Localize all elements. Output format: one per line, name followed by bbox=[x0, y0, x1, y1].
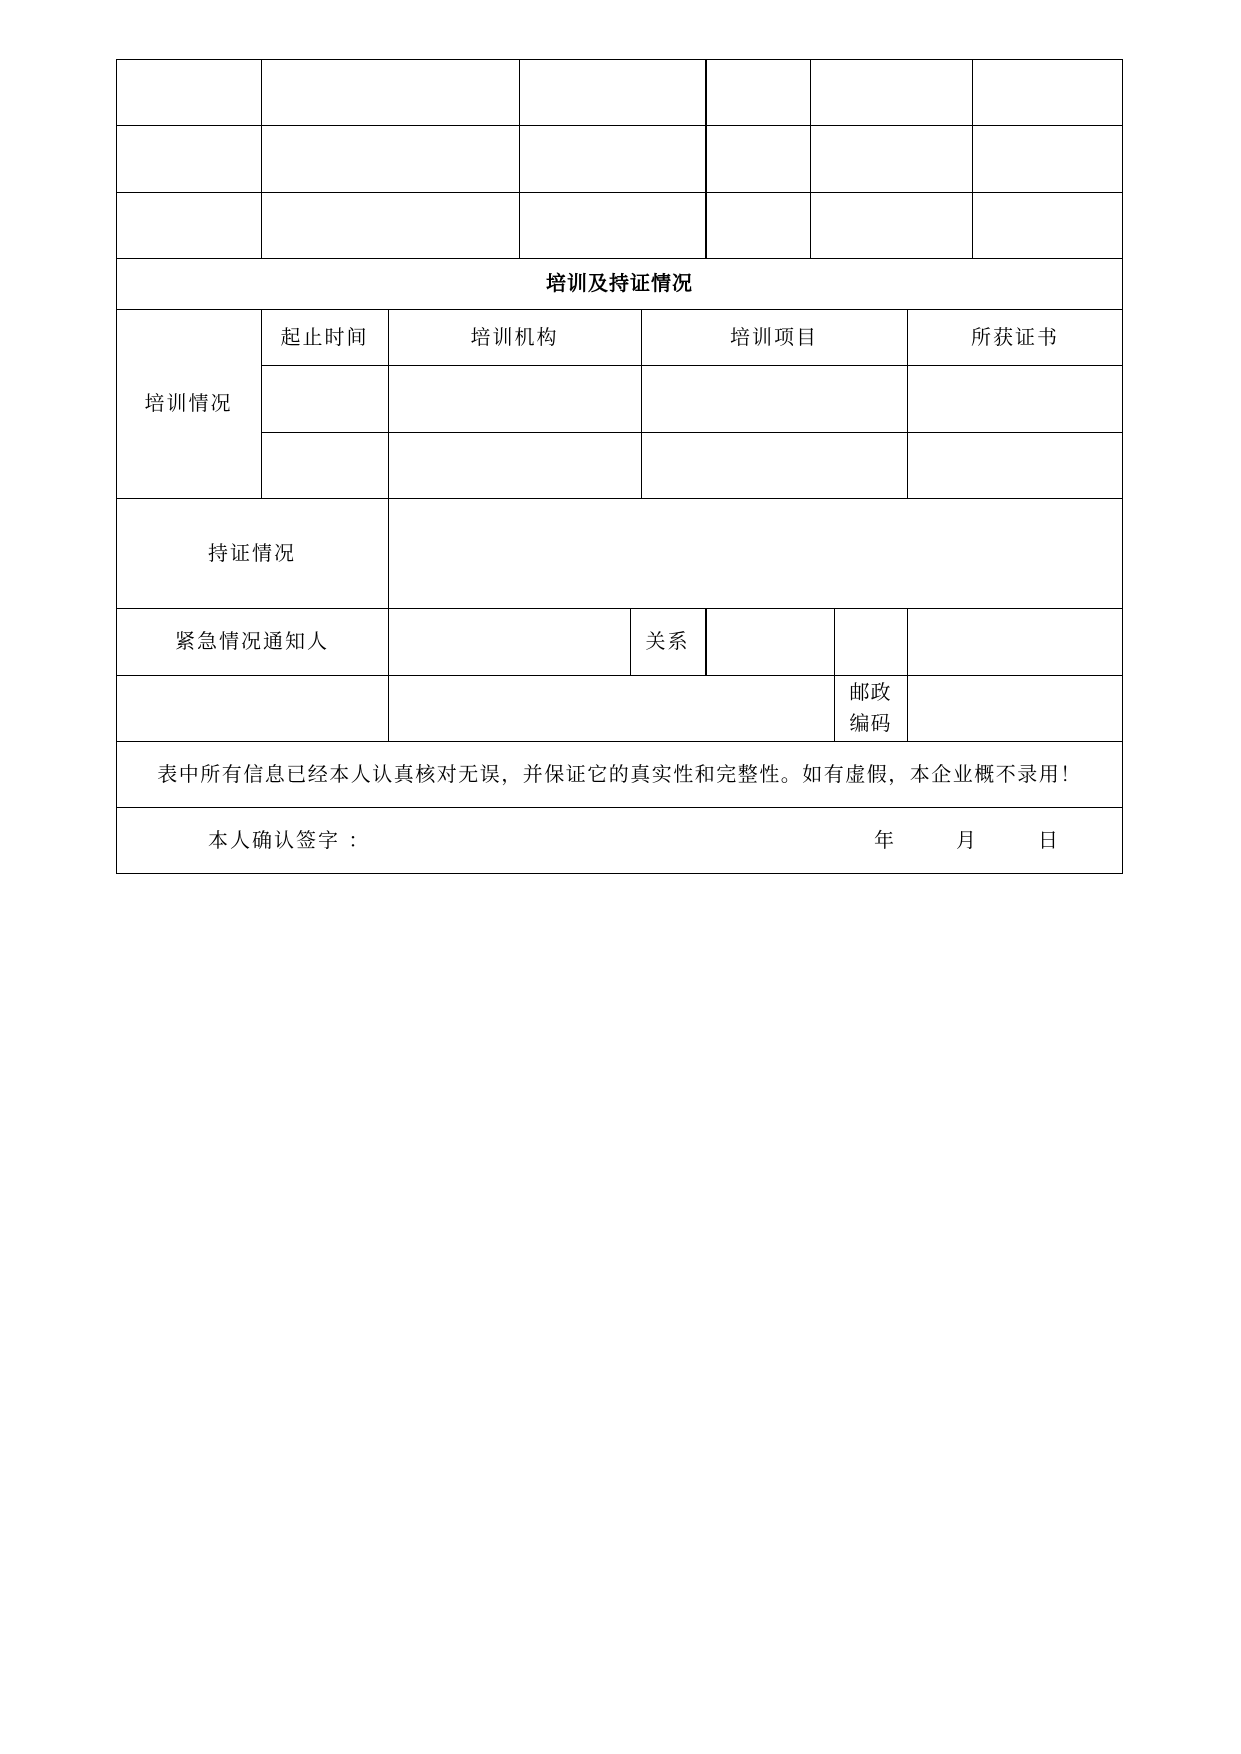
emergency-contact-field[interactable] bbox=[388, 608, 630, 675]
training-period-field[interactable] bbox=[261, 432, 388, 498]
training-row-label: 培训情况 bbox=[144, 391, 233, 415]
training-item-field[interactable] bbox=[641, 432, 907, 498]
emergency-contact-label: 紧急情况通知人 bbox=[175, 629, 329, 653]
application-form-table bbox=[116, 59, 1123, 874]
postal-code-field[interactable] bbox=[907, 675, 1123, 741]
training-certificate-field[interactable] bbox=[907, 365, 1123, 432]
training-institution-field[interactable] bbox=[388, 365, 641, 432]
blank-label-cell bbox=[116, 675, 388, 741]
declaration-text: 表中所有信息已经本人认真核对无误，并保证它的真实性和完整性。如有虚假，本企业概不录用！ bbox=[157, 761, 1082, 786]
header-period: 起止时间 bbox=[280, 324, 369, 349]
column-divider bbox=[261, 59, 262, 258]
header-training-item: 培训项目 bbox=[730, 324, 818, 349]
column-divider bbox=[705, 59, 707, 258]
relation-field[interactable] bbox=[705, 608, 834, 675]
certificate-field[interactable] bbox=[388, 498, 1123, 608]
training-institution-field[interactable] bbox=[388, 432, 641, 498]
signature-day-label: 日 bbox=[1038, 827, 1060, 852]
postal-code-label-line1: 邮政 bbox=[849, 680, 892, 704]
training-section-title: 培训及持证情况 bbox=[546, 271, 693, 295]
header-institution: 培训机构 bbox=[470, 324, 559, 349]
table-border-bottom bbox=[116, 873, 1123, 874]
training-period-field[interactable] bbox=[261, 365, 388, 432]
blank-label-cell bbox=[834, 608, 907, 675]
signature-row bbox=[116, 807, 1123, 873]
signature-label: 本人确认签字 ： bbox=[208, 827, 371, 852]
column-divider bbox=[519, 59, 520, 258]
training-item-field[interactable] bbox=[641, 365, 907, 432]
column-divider bbox=[972, 59, 973, 258]
relation-label: 关系 bbox=[645, 629, 690, 653]
address-field[interactable] bbox=[388, 675, 834, 741]
column-divider bbox=[810, 59, 811, 258]
certificate-label: 持证情况 bbox=[208, 540, 296, 565]
postal-code-label bbox=[834, 675, 907, 741]
header-certificate-obtained: 所获证书 bbox=[971, 324, 1059, 349]
training-certificate-field[interactable] bbox=[907, 432, 1123, 498]
postal-code-label-line2: 编码 bbox=[849, 711, 892, 735]
signature-month-label: 月 bbox=[956, 827, 978, 852]
signature-year-label: 年 bbox=[874, 827, 896, 852]
blank-field-cell[interactable] bbox=[907, 608, 1123, 675]
